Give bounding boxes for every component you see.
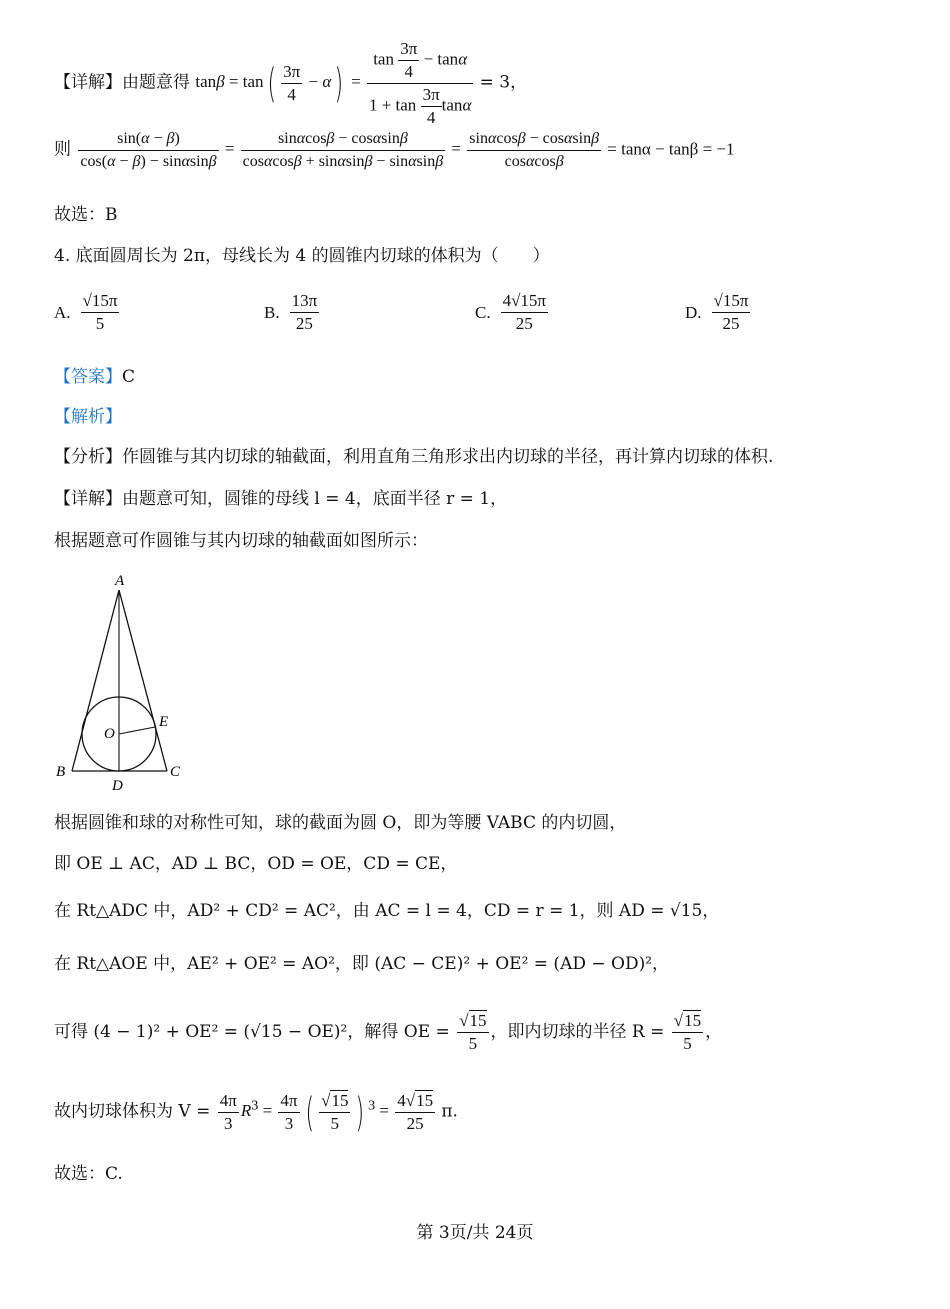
solve-end: ， [705, 1022, 723, 1042]
volume-prefix: 故内切球体积为 V = [54, 1101, 211, 1122]
question-text: 4. 底面圆周长为 2π，母线长为 4 的圆锥内切球的体积为（ ） [54, 246, 550, 266]
detail-line-2 [54, 128, 735, 173]
option-d [685, 290, 752, 335]
option-d-label: D. [685, 302, 702, 322]
answer-label: 【答案】 [54, 367, 122, 387]
detail2-label: 【详解】 [54, 489, 122, 509]
option-c-num: 4√15π [501, 290, 548, 313]
option-a-label: A. [54, 302, 71, 322]
option-b [264, 290, 321, 335]
formula-result: = 3， [479, 72, 528, 93]
r-fraction: $\frac{√15}{5}$ [673, 1011, 702, 1053]
detail-text: 由题意得 [122, 72, 190, 93]
answer-value: C [122, 367, 136, 387]
label-b: B [56, 764, 66, 780]
label-d: D [112, 778, 123, 793]
detail2-line [54, 488, 507, 510]
option-b-num: 13π [290, 290, 320, 313]
formula-tan-beta: tanβ = tan( $\frac{3\pi}{4}$ − α) = tan $\frac{3\pi}{4}$ − tanα 1 + tan $\frac{3\pi}{4}$ tanα [195, 39, 472, 127]
formula-result-2: = tanα − tanβ = −1 [607, 139, 735, 159]
volume-line [54, 1090, 458, 1135]
detail-label: 【详解】 [54, 72, 122, 93]
rt-aoe-text: 在 Rt△AOE 中，AE² + OE² = AO²，即 (AC − CE)² + OE² = (AD − OD)²， [54, 954, 670, 974]
option-b-label: B. [264, 302, 280, 322]
volume-end: π. [441, 1101, 458, 1122]
label-o: O [104, 726, 115, 742]
oe-fraction: $\frac{√15}{5}$ [459, 1011, 487, 1053]
option-a-num: √15π [81, 290, 120, 313]
option-c-label: C. [475, 302, 491, 322]
volume-formula: $\frac{4\pi}{3}$ $R^3$ = $\frac{4\pi}{3}$ ( $\frac{√15}{5}$ ) $^3$ = $\frac{4√15}{25}$ [219, 1089, 434, 1136]
label-c: C [170, 764, 181, 780]
side-ab [72, 590, 119, 771]
option-b-den: 25 [295, 314, 313, 333]
option-d-den: 25 [722, 314, 740, 333]
perpendicular-text: 即 OE ⊥ AC，AD ⊥ BC，OD = OE，CD = CE， [54, 854, 458, 874]
symmetry-text: 根据圆锥和球的对称性可知，球的截面为圆 O，即为等腰 VABC 的内切圆， [54, 813, 627, 833]
label-a: A [115, 573, 125, 589]
choose-b: 故选：B [54, 205, 118, 225]
page-footer: 第 3页/共 24页 [416, 1223, 534, 1243]
solve-prefix: 可得 (4 − 1)² + OE² = (√15 − OE)²，解得 OE = [54, 1022, 450, 1042]
option-d-num: √15π [712, 290, 751, 313]
analysis-text: 【分析】作圆锥与其内切球的轴截面，利用直角三角形求出内切球的半径，再计算内切球的体积. [54, 447, 774, 467]
option-c [475, 290, 550, 335]
detail-line-1 [54, 38, 527, 129]
answer-line [54, 366, 135, 388]
option-c-den: 25 [515, 314, 533, 333]
formula-sin-diff: $\frac{\sin(\alpha - \beta)}{\cos(\alpha - \beta) - \sin\alpha\sin\beta}$ = $\frac{\sin\alpha\cos\beta - \cos\alpha\sin\beta}{\cos\alpha\cos\beta + \sin\alpha\sin\beta - \sin\alpha\sin\beta}$ = $\frac{\sin\alpha\cos\beta - \cos\alpha\sin\beta}{\cos\alpha\cos\beta}$ [80, 130, 600, 170]
analysis-label: 【解析】 [54, 407, 122, 427]
choose-c: 故选：C. [54, 1164, 123, 1184]
cone-cross-section-figure [50, 568, 200, 793]
option-a [54, 290, 121, 335]
solve-line [54, 1010, 722, 1055]
detail2-text: 由题意可知，圆锥的母线 l = 4，底面半径 r = 1， [122, 489, 508, 509]
label-e: E [159, 714, 169, 730]
side-ac [119, 590, 167, 771]
then-label: 则 [54, 139, 71, 160]
option-a-den: 5 [95, 314, 105, 333]
radius-oe [119, 727, 155, 734]
solve-mid: ，即内切球的半径 R = [490, 1022, 665, 1042]
rt-adc-text: 在 Rt△ADC 中，AD² + CD² = AC²，由 AC = l = 4，CD = r = 1，则 AD = √15， [54, 901, 720, 921]
figure-intro: 根据题意可作圆锥与其内切球的轴截面如图所示： [54, 531, 428, 551]
